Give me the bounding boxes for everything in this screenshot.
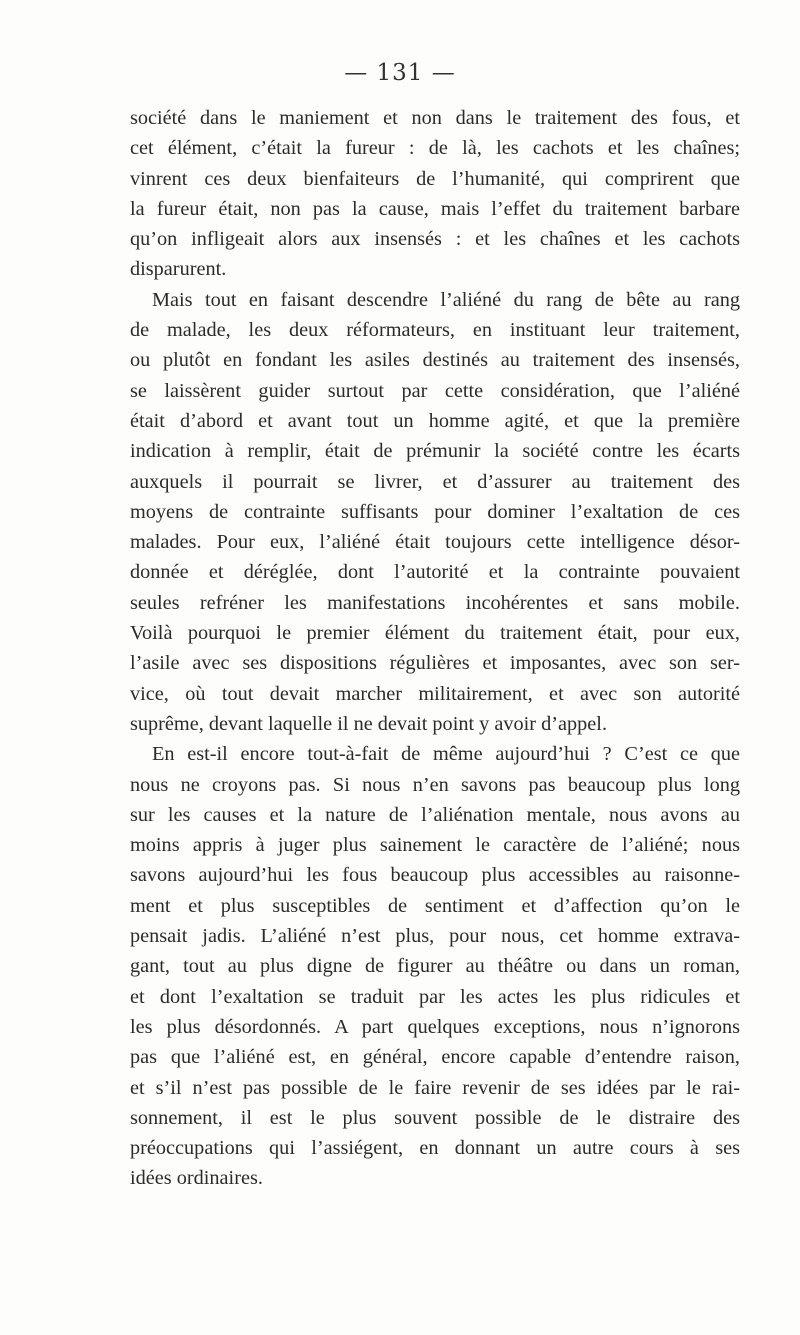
text-line: vice, où tout devait marcher militairement, et avec son autorité (130, 682, 740, 705)
text-line: moins appris à juger plus sainement le caractère de l’aliéné; nous (130, 834, 740, 857)
text-line: se laissèrent guider surtout par cette considération, que l’aliéné (130, 379, 740, 402)
text-line: était d’abord et avant tout un homme agité, et que la première (130, 409, 740, 432)
text-line: pensait jadis. L’aliéné n’est plus, pour nous, cet homme extrava- (130, 925, 740, 948)
paragraph-start-line: Mais tout en faisant descendre l’aliéné du rang de bête au rang (152, 288, 740, 311)
text-line: auxquels il pourrait se livrer, et d’assurer au traitement des (130, 470, 740, 493)
text-line: malades. Pour eux, l’aliéné était toujours cette intelligence désor- (130, 531, 740, 554)
text-line: pas que l’aliéné est, en général, encore capable d’entendre raison, (130, 1046, 740, 1069)
text-line: Voilà pourquoi le premier élément du traitement était, pour eux, (130, 622, 740, 645)
paragraph-start-line: En est-il encore tout-à-fait de même aujourd’hui ? C’est ce que (152, 743, 740, 766)
text-line: savons aujourd’hui les fous beaucoup plus accessibles au raisonne- (130, 864, 740, 887)
text-line: indication à remplir, était de prémunir la société contre les écarts (130, 440, 740, 463)
text-line: sur les causes et la nature de l’aliénation mentale, nous avons au (130, 803, 740, 826)
text-line: cet élément, c’était la fureur : de là, les cachots et les chaînes; (130, 137, 740, 160)
text-line: nous ne croyons pas. Si nous n’en savons pas beaucoup plus long (130, 773, 740, 796)
text-line: l’asile avec ses dispositions régulières et imposantes, avec son ser- (130, 652, 740, 675)
text-line: ou plutôt en fondant les asiles destinés au traitement des insensés, (130, 349, 740, 372)
text-line: et s’il n’est pas possible de le faire revenir de ses idées par le rai- (130, 1076, 740, 1099)
text-line: et dont l’exaltation se traduit par les actes les plus ridicules et (130, 985, 740, 1008)
text-line: donnée et déréglée, dont l’autorité et la contrainte pouvaient (130, 561, 740, 584)
text-line: disparurent. (130, 258, 227, 281)
text-line: seules refréner les manifestations incohérentes et sans mobile. (130, 591, 740, 614)
text-line: de malade, les deux réformateurs, en instituant leur traitement, (130, 319, 740, 342)
text-line: vinrent ces deux bienfaiteurs de l’humanité, qui comprirent que (130, 167, 740, 190)
body-text (130, 103, 740, 1194)
text-line: ment et plus susceptibles de sentiment et d’affection qu’on le (130, 894, 740, 917)
text-line: idées ordinaires. (130, 1167, 263, 1190)
text-line: gant, tout au plus digne de figurer au théâtre ou dans un roman, (130, 955, 740, 978)
text-line: qu’on infligeait alors aux insensés : et les chaînes et les cachots (130, 228, 740, 251)
text-line: préoccupations qui l’assiégent, en donnant un autre cours à ses (130, 1137, 740, 1160)
text-line: les plus désordonnés. A part quelques exceptions, nous n’ignorons (130, 1015, 740, 1038)
text-line: société dans le maniement et non dans le traitement des fous, et (130, 107, 740, 129)
text-line: suprême, devant laquelle il ne devait point y avoir d’appel. (130, 712, 608, 735)
page-number: — 131 — (344, 60, 456, 86)
text-line: sonnement, il est le plus souvent possible de le distraire des (130, 1106, 740, 1129)
text-line: la fureur était, non pas la cause, mais l’effet du traitement barbare (130, 197, 740, 220)
text-line: moyens de contrainte suffisants pour dominer l’exaltation de ces (130, 500, 740, 523)
